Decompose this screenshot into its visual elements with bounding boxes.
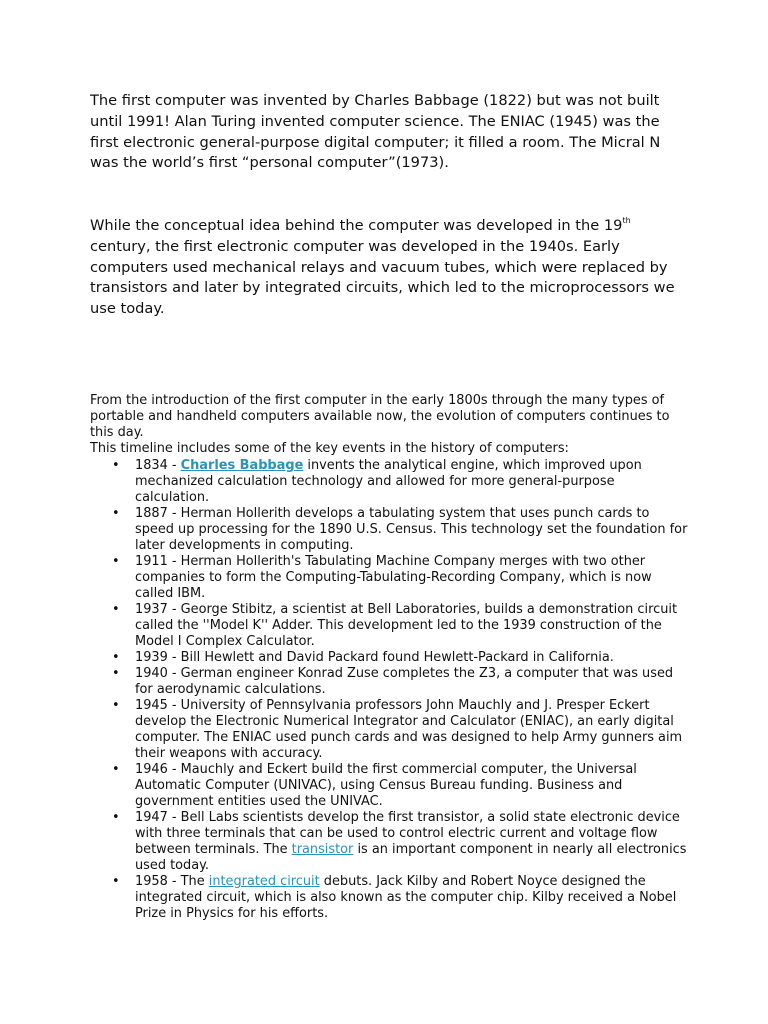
bullet-icon: • [112, 810, 120, 825]
timeline-item-text: 1887 - Herman Hollerith develops a tabulating system that uses punch cards to speed up processing for the 1890 U.S. Census. This technology set the foundation for later developments in computing. [135, 506, 688, 553]
timeline-item-text: 1911 - Herman Hollerith's Tabulating Machine Company merges with two other companies to form the Computing-Tabulating-Recording Company, which is now called IBM. [135, 554, 652, 601]
bullet-icon: • [112, 458, 120, 473]
timeline-item-text: 1834 - [135, 458, 181, 473]
ordinal-superscript: th [622, 216, 631, 225]
intro-paragraph-2-text-a: While the conceptual idea behind the computer was developed in the 19 [90, 217, 623, 234]
bullet-icon: • [112, 762, 120, 777]
integrated-circuit-link[interactable]: integrated circuit [208, 874, 320, 889]
timeline-section [90, 393, 690, 922]
bullet-icon: • [112, 506, 120, 521]
bullet-icon: • [112, 666, 120, 681]
timeline-item-text: 1937 - George Stibitz, a scientist at Bell Laboratories, builds a demonstration circuit called the ''Model K'' Adder. This development led to the 1939 construction of the Model I Complex Calculator. [135, 602, 677, 649]
bullet-icon: • [112, 698, 120, 713]
intro-paragraph-2 [90, 216, 690, 320]
bullet-icon: • [112, 554, 120, 569]
transistor-link[interactable]: transistor [291, 842, 354, 857]
timeline-item-text: is an important component in nearly all electronics used today. [135, 842, 687, 873]
timeline-item-1887 [112, 506, 690, 554]
timeline-item-1940 [112, 666, 690, 698]
bullet-icon: • [112, 650, 120, 665]
timeline-item-text: invents the analytical engine, which improved upon mechanized calculation technology and allowed for more general-purpose calculation. [135, 458, 642, 505]
charles-babbage-link[interactable]: Charles Babbage [180, 458, 304, 473]
timeline-list [90, 458, 690, 922]
timeline-item-1946 [112, 762, 690, 810]
intro-paragraph-2-text-b: century, the first electronic computer was developed in the 1940s. Early computers used mechanical relays and vacuum tubes, which were replaced by transistors and later by integrated circuits, which led to the microprocessors we use today. [90, 237, 675, 318]
timeline-item-1939 [112, 650, 690, 666]
timeline-item-text: 1945 - University of Pennsylvania professors John Mauchly and J. Presper Eckert develop the Electronic Numerical Integrator and Calculator (ENIAC), an early digital computer. The ENIAC used punch cards and was designed to help Army gunners aim their weapons with accuracy. [135, 698, 683, 761]
timeline-item-1958 [112, 874, 690, 922]
timeline-item-text: 1940 - German engineer Konrad Zuse completes the Z3, a computer that was used for aerodynamic calculations. [135, 666, 674, 697]
timeline-item-text: debuts. Jack Kilby and Robert Noyce designed the integrated circuit, which is also known as the computer chip. Kilby received a Nobel Prize in Physics for his efforts. [135, 874, 677, 921]
timeline-item-1937 [112, 602, 690, 650]
timeline-item-1911 [112, 554, 690, 602]
timeline-item-1945 [112, 698, 690, 762]
timeline-lead-paragraph: From the introduction of the first computer in the early 1800s through the many types of portable and handheld computers available now, the evolution of computers continues to this day. [90, 393, 670, 440]
timeline-intro: This timeline includes some of the key events in the history of computers: [90, 441, 569, 456]
timeline-item-text: 1939 - Bill Hewlett and David Packard found Hewlett-Packard in California. [135, 650, 614, 665]
timeline-item-text: 1946 - Mauchly and Eckert build the first commercial computer, the Universal Automatic Computer (UNIVAC), using Census Bureau funding. Business and government entities used the UNIVAC. [135, 762, 637, 809]
timeline-item-text: 1947 - Bell Labs scientists develop the first transistor, a solid state electronic device with three terminals that can be used to control electric current and voltage flow between terminals. The [135, 810, 680, 857]
intro-paragraph-1: The first computer was invented by Charles Babbage (1822) but was not built until 1991! Alan Turing invented computer science. The ENIAC (1945) was the first electronic general-purpose digital computer; it filled a room. The Micral N was the world’s first “personal computer”(1973). [90, 92, 661, 172]
timeline-item-1947 [112, 810, 690, 874]
timeline-item-text: 1958 - The [135, 874, 209, 889]
timeline-item-1834 [112, 458, 690, 506]
bullet-icon: • [112, 602, 120, 617]
bullet-icon: • [112, 874, 120, 889]
